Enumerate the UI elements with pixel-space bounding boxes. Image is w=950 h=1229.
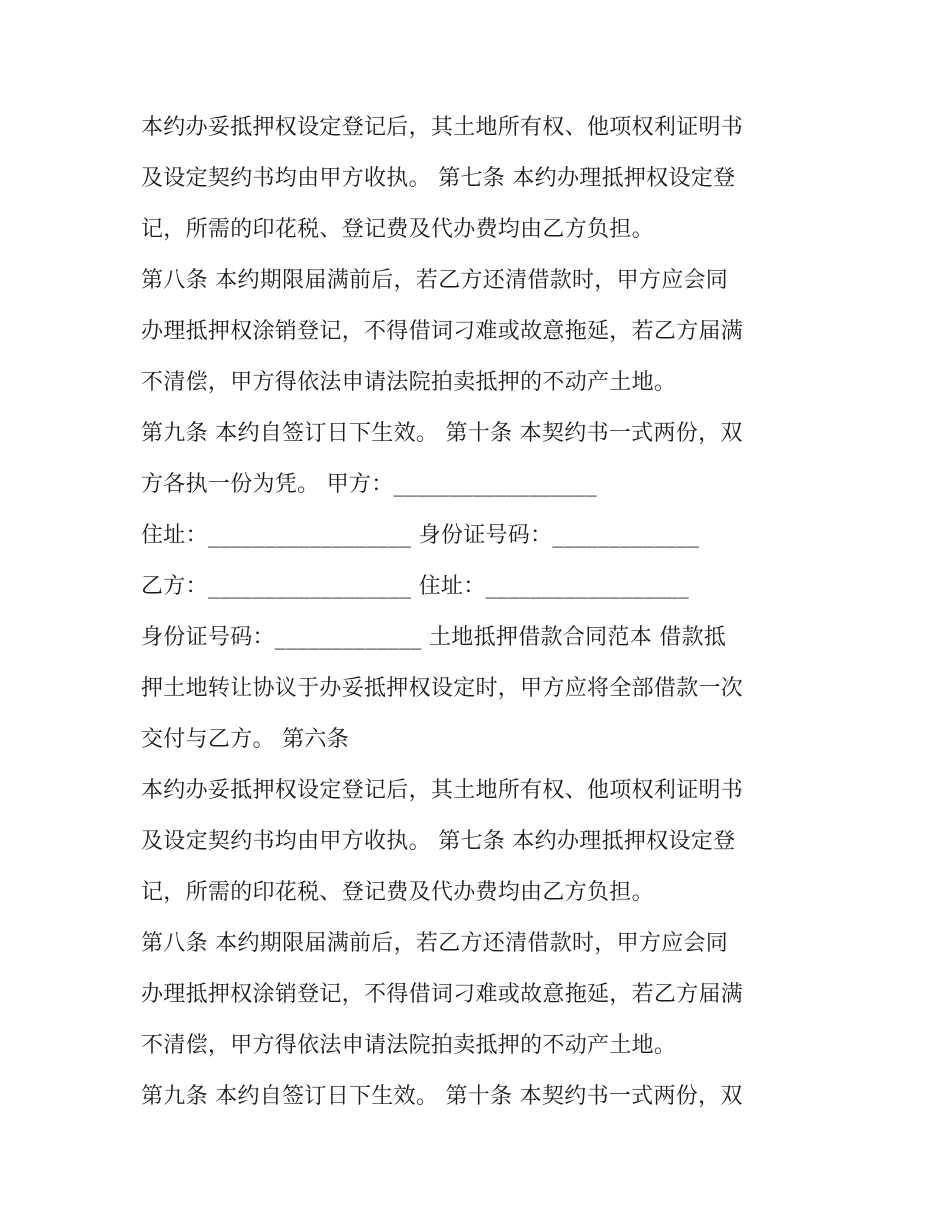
text-line: 本约办妥抵押权设定登记后，其土地所有权、他项权利证明书 [141, 778, 744, 803]
signature-line-party-a: 方各执一份为凭。 甲方：__________________ [141, 472, 597, 497]
text-line: 第九条 本约自签订日下生效。 第十条 本契约书一式两份，双 [141, 1084, 743, 1109]
signature-line-party-b: 乙方：__________________ 住址：__________________ [141, 574, 689, 599]
text-line: 第八条 本约期限届满前后，若乙方还清借款时，甲方应会同 [141, 931, 729, 956]
text-line: 记，所需的印花税、登记费及代办费均由乙方负担。 [141, 217, 654, 242]
text-line: 第九条 本约自签订日下生效。 第十条 本契约书一式两份，双 [141, 421, 743, 446]
text-line: 不清偿，甲方得依法申请法院拍卖抵押的不动产土地。 [141, 1033, 677, 1058]
text-line: 押土地转让协议于办妥抵押权设定时，甲方应将全部借款一次 [141, 676, 744, 701]
text-line: 不清偿，甲方得依法申请法院拍卖抵押的不动产土地。 [141, 370, 677, 395]
id-number-line: 身份证号码：_____________ 土地抵押借款合同范本 借款抵 [141, 625, 727, 650]
text-line: 办理抵押权涂销登记，不得借词刁难或故意拖延，若乙方届满 [141, 319, 744, 344]
text-line: 及设定契约书均由甲方收执。 第七条 本约办理抵押权设定登 [141, 829, 736, 854]
text-line: 本约办妥抵押权设定登记后，其土地所有权、他项权利证明书 [141, 115, 744, 140]
text-line: 第八条 本约期限届满前后，若乙方还清借款时，甲方应会同 [141, 268, 729, 293]
text-line: 交付与乙方。 第六条 [141, 727, 349, 752]
text-line: 及设定契约书均由甲方收执。 第七条 本约办理抵押权设定登 [141, 166, 736, 191]
text-line: 办理抵押权涂销登记，不得借词刁难或故意拖延，若乙方届满 [141, 982, 744, 1007]
text-line: 记，所需的印花税、登记费及代办费均由乙方负担。 [141, 880, 654, 905]
address-id-line: 住址：__________________ 身份证号码：_____________ [141, 523, 700, 548]
